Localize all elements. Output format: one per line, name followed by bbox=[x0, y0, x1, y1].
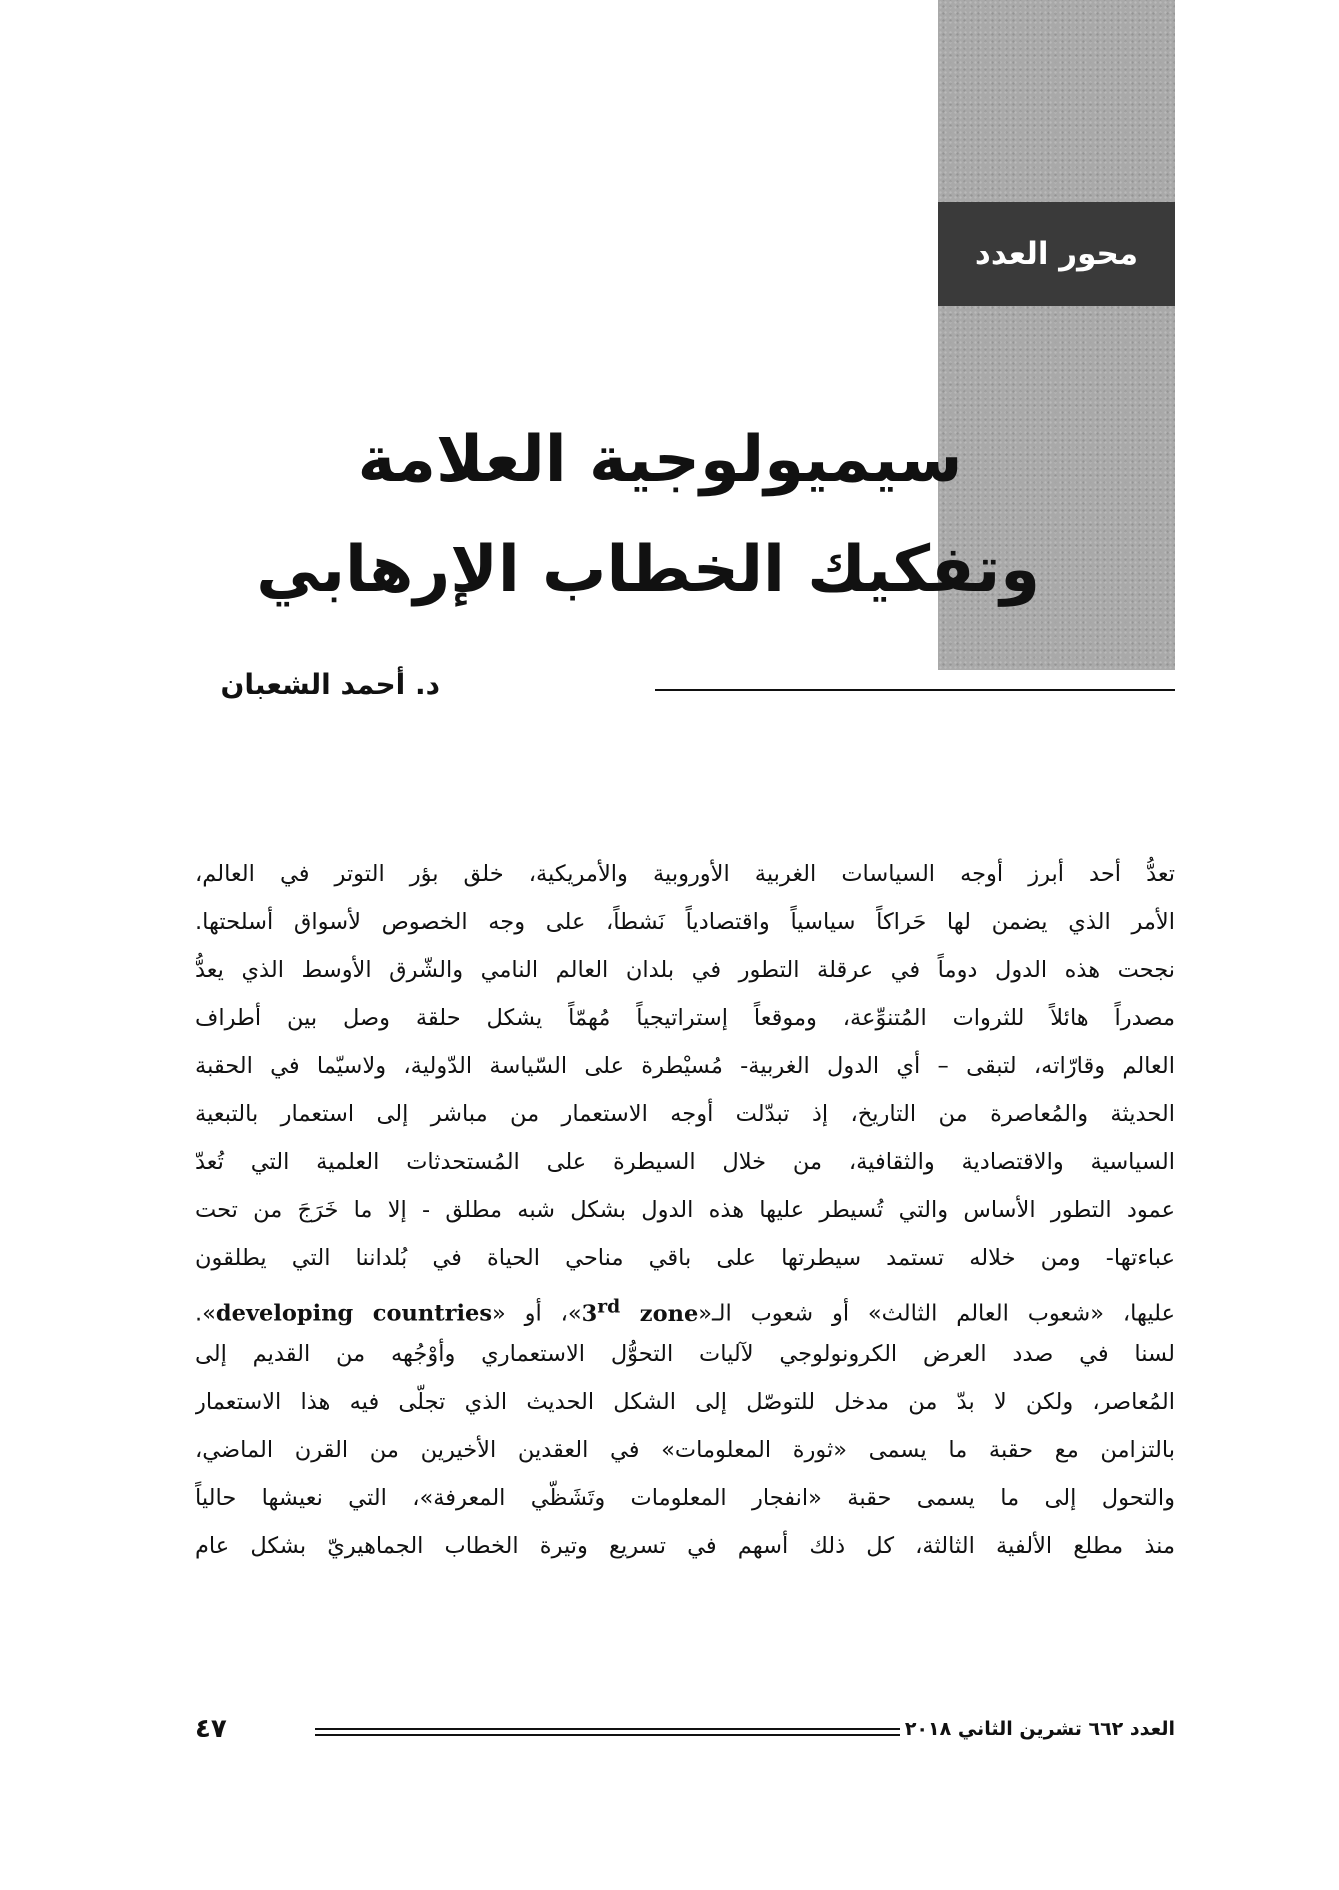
footer-divider bbox=[315, 1728, 900, 1740]
issue-info: العدد ٦٦٢ تشرين الثاني ٢٠١٨ bbox=[904, 1718, 1175, 1740]
title-line-2: وتفكيك الخطاب الإرهابي bbox=[256, 533, 1040, 607]
body-line: لسنا في صدد العرض الكرونولوجي لآليات التحوُّل الاستعماري وأوْجُهه من القديم إلى bbox=[195, 1341, 1175, 1367]
body-line: مصدراً هائلاً للثروات المُتنوِّعة، وموقعاً إستراتيجياً مُهمّاً يشكل حلقة وصل بين أطراف bbox=[195, 1005, 1175, 1031]
article-body bbox=[195, 850, 1175, 1570]
section-label: محور العدد bbox=[974, 236, 1139, 272]
section-tab bbox=[938, 202, 1175, 306]
body-line-mixed bbox=[195, 1282, 1175, 1330]
author-name: د. أحمد الشعبان bbox=[220, 668, 440, 701]
body-line: نجحت هذه الدول دوماً في عرقلة التطور في بلدان العالم النامي والشّرق الأوسط الذي يعدُّ bbox=[195, 957, 1175, 983]
body-line: تعدُّ أحد أبرز أوجه السياسات الغربية الأوروبية والأمريكية، خلق بؤر التوتر في العالم، bbox=[195, 861, 1175, 887]
zone-number: 3 bbox=[581, 1300, 598, 1327]
body-line: العالم وقارّاته، لتبقى – أي الدول الغربية- مُسيْطرة على السّياسة الدّولية، ولاسيّما في الحقبة bbox=[195, 1053, 1175, 1079]
body-line: منذ مطلع الألفية الثالثة، كل ذلك أسهم في تسريع وتيرة الخطاب الجماهيريّ بشكل عام bbox=[195, 1533, 1175, 1559]
body-line: عباءتها- ومن خلاله تستمد سيطرتها على باقي مناحي الحياة في بُلداننا التي يطلقون bbox=[195, 1245, 1175, 1271]
title-line-1: سيميولوجية العلامة bbox=[357, 423, 963, 497]
zone-ordinal: rd bbox=[597, 1295, 621, 1317]
body-line-suffix: ». bbox=[195, 1300, 216, 1327]
footer-rule-line bbox=[315, 1728, 900, 1730]
body-line: الحديثة والمُعاصرة من التاريخ، إذ تبدّلت أوجه الاستعمار من مباشر إلى استعمار بالتبعية bbox=[195, 1101, 1175, 1127]
body-line: والتحول إلى ما يسمى حقبة «انفجار المعلومات وتَشَظّي المعرفة»، التي نعيشها حالياً bbox=[195, 1485, 1175, 1511]
page-footer bbox=[195, 1716, 1175, 1752]
author-row bbox=[195, 668, 1175, 718]
body-line: المُعاصر، ولكن لا بدّ من مدخل للتوصّل إلى الشكل الحديث الذي تجلّى فيه هذا الاستعمار bbox=[195, 1389, 1175, 1415]
body-line: عمود التطور الأساس والتي تُسيطر عليها هذه الدول بشكل شبه مطلق - إلا ما خَرَجَ من تحت bbox=[195, 1197, 1175, 1223]
zone-word: zone bbox=[620, 1300, 699, 1327]
body-line-middle: »، أو « bbox=[492, 1300, 582, 1327]
body-line: السياسية والاقتصادية والثقافية، من خلال السيطرة على المُستحدثات العلمية التي تُعدّ bbox=[195, 1149, 1175, 1175]
zone-term bbox=[581, 1295, 699, 1327]
body-line: الأمر الذي يضمن لها حَراكاً سياسياً واقتصادياً نَشطاً، على وجه الخصوص لأسواق أسلحتها. bbox=[195, 909, 1175, 935]
article-title bbox=[256, 405, 1040, 625]
body-line: بالتزامن مع حقبة ما يسمى «ثورة المعلومات» في العقدين الأخيرين من القرن الماضي، bbox=[195, 1437, 1175, 1463]
english-term: developing countries bbox=[215, 1300, 493, 1327]
footer-rule-line bbox=[315, 1734, 900, 1736]
body-line-prefix: عليها، «شعوب العالم الثالث» أو شعوب الـ« bbox=[698, 1300, 1175, 1327]
author-divider bbox=[655, 689, 1175, 691]
page-number: ٤٧ bbox=[195, 1714, 227, 1744]
